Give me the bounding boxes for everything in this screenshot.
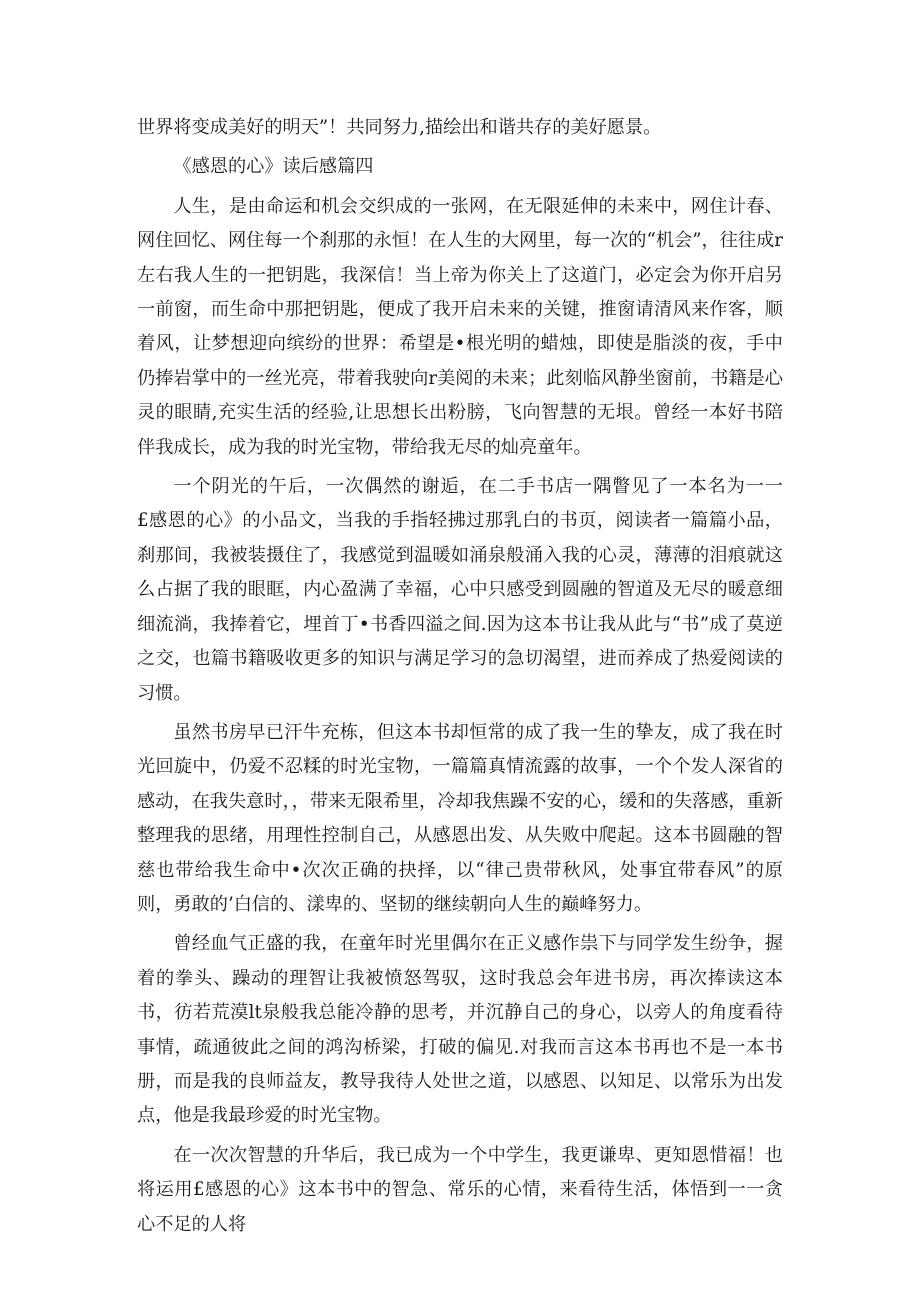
paragraph-5: 在一次次智慧的升华后，我已成为一个中学生，我更谦卑、更知恩惜福！也将运用£感恩的心》这本书中的智急、常乐的心情，来看待生活，体悟到一一贪心不足的人将 xyxy=(137,1144,783,1235)
paragraph-continuation: 世界将变成美好的明天”！共同努力,描绘出和谐共存的美好愿景。 xyxy=(137,117,662,138)
paragraph-4: 曾经血气正盛的我，在童年时光里偶尔在正义感作祟下与同学发生纷争，握着的拳头、躁动的理智让我被愤怒驾驭，这时我总会年进书房，再次捧读这本书，彷若荒漠lt泉般我总能冷静的思考，并沉静自己的身心，以旁人的角度看待事情，疏通彼此之间的鸿沟桥梁，打破的偏见.对我而言这本书再也不是一本书册，而是我的良师益友，教导我待人处世之道，以感恩、以知足、以常乐为出发点，他是我最珍爱的时光宝物。 xyxy=(137,933,783,1127)
paragraph-2: 一个阴光的午后，一次偶然的谢逅，在二手书店一隅瞥见了一本名为一一£感恩的心》的小品文，当我的手指轻拂过那乳白的书页，阅读者一篇篇小品，刹那间，我被装摄住了，我感觉到温暖如涌泉般涌入我的心灵，薄薄的泪痕就这么占据了我的眼眶，内心盈满了幸福，心中只感受到圆融的智道及无尽的暖意细细流淌，我捧着它，埋首丁•书香四溢之间.因为这本书让我从此与“书”成了莫逆之交，也篇书籍吸收更多的知识与满足学习的急切渴望，进而养成了热爱阅读的习惯。 xyxy=(137,476,783,704)
paragraph-1: 人生，是由命运和机会交织成的一张网，在无限延伸的未来中，网住计春、网住回忆、网住每一个刹那的永恒！在人生的大网里，每一次的“机会”，往往成r左右我人生的一把钥匙，我深信！当上帝为你关上了这道门，必定会为你开启另一前窗，而生命中那把钥匙，便成了我开启未来的关键，推窗请清风来作客，顺着风，让梦想迎向缤纷的世界：希望是•根光明的蜡烛，即使是脂淡的夜，手中仍捧岩掌中的一丝光亮，带着我驶向r美阅的未来；此刻临风静坐窗前，书籍是心灵的眼睛,充实生活的经验,让思想长出粉膀，飞向智慧的无垠。曾经一本好书陪伴我成长，成为我的时光宝物，带给我无尽的灿亮童年。 xyxy=(137,195,783,458)
document-body xyxy=(137,111,783,1242)
section-heading: 《感恩的心》读后感篇四 xyxy=(173,156,374,178)
paragraph-3: 虽然书房早已汗牛充栋，但这本书却恒常的成了我一生的挚友，成了我在时光回旋中，仍爱不忍糅的时光宝物，一篇篇真情流露的故事，一个个发人深省的感动，在我失意时，，带来无限希里，冷却我焦躁不安的心，缓和的失落感，重新整理我的思绪，用理性控制自己，从感恩出发、从失败中爬起。这本书圆融的智慈也带给我生命中•次次正确的抉择，以“律己贵带秋风，处事宜带春风”的原则，勇敢的’白信的、漾卑的、坚韧的继续朝向人生的巅峰努力。 xyxy=(137,721,783,915)
